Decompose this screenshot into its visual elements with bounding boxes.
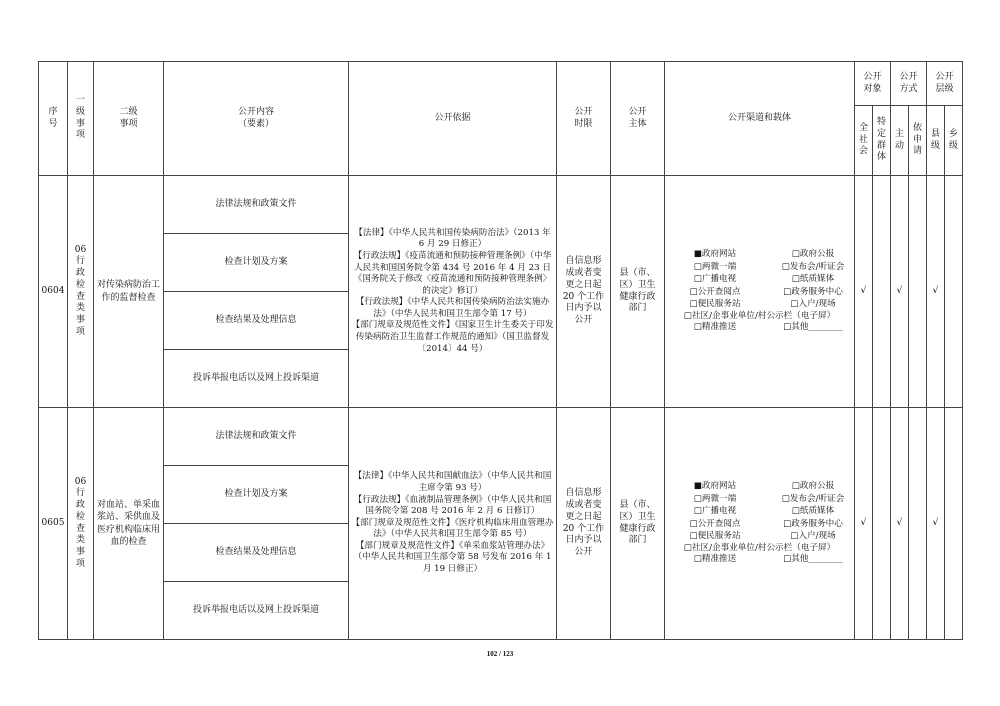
header-content: 公开内容 （要素） [164, 62, 349, 176]
mark-target-specific [873, 176, 891, 408]
channel-item: □入户/现场 [790, 531, 836, 542]
channel-item: □社区/企事业单位/村公示栏（电子屏） [683, 542, 836, 553]
header-method-apply: 依 申 请 [909, 106, 927, 176]
channel-item: □公开查阅点 [689, 286, 741, 297]
basis-item: 【部门规章及规范性文件】《国家卫生计生委关于印发传染病防治卫生监督工作规范的通知》（国卫监督发〔2014〕44 号） [351, 320, 554, 354]
row-seq: 0605 [39, 408, 68, 640]
header-target-all: 全 社 会 [855, 106, 873, 176]
channel-item: □公开查阅点 [689, 518, 741, 529]
channel-item: □其他________ [783, 554, 843, 565]
channel-item: ■政府网站 [693, 248, 737, 259]
channel-item: □发布会/听证会 [781, 493, 845, 504]
basis-item: 【法律】《中华人民共和国献血法》（中华人民共和国主席令第 93 号） [353, 471, 552, 493]
row-subject: 县（市、 区）卫生 健康行政 部门 [611, 176, 665, 408]
header-basis: 公开依据 [349, 62, 557, 176]
channel-item: □便民服务站 [689, 299, 741, 310]
mark-target-all: √ [855, 408, 873, 640]
content-item: 法律法规和政策文件 [164, 408, 349, 466]
channel-item: □政府公报 [791, 480, 835, 491]
basis-item: 【部门规章及规范性文件】《单采血浆站管理办法》（中华人民共和国卫生部令第 58 号发布 2016 年 1 月 19 日修正） [353, 540, 552, 575]
header-channels: 公开渠道和载体 [665, 62, 855, 176]
row-subject: 县（市、 区）卫生 健康行政 部门 [611, 408, 665, 640]
content-item: 法律法规和政策文件 [164, 176, 349, 234]
basis-item: 【行政法规】《中华人民共和国传染病防治法实施办法》（中华人民共和国卫生部令第 17 号） [355, 297, 550, 319]
mark-target-all: √ [855, 176, 873, 408]
channel-item: □便民服务站 [689, 531, 741, 542]
header-target: 公开 对象 [855, 62, 891, 106]
channel-item: □社区/企事业单位/村公示栏（电子屏） [683, 310, 836, 321]
header-level-township: 乡 级 [945, 106, 963, 176]
header-level2: 二级 事项 [94, 62, 164, 176]
header-method-active: 主 动 [891, 106, 909, 176]
content-item: 投诉举报电话以及网上投诉渠道 [164, 350, 349, 408]
channel-item: □广播电视 [693, 274, 737, 285]
mark-method-apply [909, 408, 927, 640]
basis-item: 【行政法规】《血液制品管理条例》（中华人民共和国国务院令第 208 号 2016 年 2 月 6 日修订） [353, 494, 552, 517]
header-target-specific: 特 定 群 体 [873, 106, 891, 176]
page-number: 102 / 123 [486, 650, 514, 658]
mark-level-county: √ [927, 408, 945, 640]
channel-item: □两微一端 [693, 493, 737, 504]
header-method: 公开 方式 [891, 62, 927, 106]
row-basis [349, 408, 557, 640]
mark-target-specific [873, 408, 891, 640]
content-item: 投诉举报电话以及网上投诉渠道 [164, 582, 349, 640]
row-basis [349, 176, 557, 408]
header-level: 公开 层级 [927, 62, 963, 106]
channel-item: □纸质媒体 [791, 506, 835, 517]
content-item: 检查计划及方案 [164, 234, 349, 292]
header-level-county: 县 级 [927, 106, 945, 176]
row-level1: 06 行 政 检 查 类 事 项 [68, 408, 94, 640]
row-channels [665, 176, 855, 408]
channel-item: □纸质媒体 [791, 274, 835, 285]
basis-item: 【法律】《中华人民共和国传染病防治法》（2013 年 6 月 29 日修正） [354, 227, 551, 250]
header-level1: 一 级 事 项 [68, 62, 94, 176]
channel-item: □发布会/听证会 [781, 261, 845, 272]
row-channels [665, 408, 855, 640]
channel-item: ■政府网站 [693, 480, 737, 491]
channel-item: □精准推送 [693, 322, 737, 333]
header-time-limit: 公开 时限 [557, 62, 611, 176]
header-seq: 序 号 [39, 62, 68, 176]
mark-level-township [945, 408, 963, 640]
content-item: 检查结果及处理信息 [164, 524, 349, 582]
mark-level-county: √ [927, 176, 945, 408]
mark-level-township [945, 176, 963, 408]
row-level2: 对血站、单采血浆站、采供血及医疗机构临床用血的检查 [94, 408, 164, 640]
row-level2: 对传染病防治工作的监督检查 [94, 176, 164, 408]
row-level1: 06 行 政 检 查 类 事 项 [68, 176, 94, 408]
channel-item: □精准推送 [693, 554, 737, 565]
mark-method-active: √ [891, 408, 909, 640]
channel-item: □政务服务中心 [783, 286, 843, 297]
channel-item: □政务服务中心 [783, 518, 843, 529]
disclosure-table [38, 61, 963, 640]
basis-item: 【行政法规】《疫苗流通和预防接种管理条例》（中华人民共和国国务院令第 434 号 2016 年 4 月 23 日《国务院关于修改〈疫苗流通和预防接种管理条例〉的决定》修订） [353, 250, 552, 296]
basis-item: 【部门规章及规范性文件】《医疗机构临床用血管理办法》（中华人民共和国卫生部令第 85 号） [351, 517, 554, 540]
header-subject: 公开 主体 [611, 62, 665, 176]
content-item: 检查计划及方案 [164, 466, 349, 524]
row-time-limit: 自信息形 成或者变 更之日起 20 个工作 日内予以 公开 [557, 176, 611, 408]
row-time-limit: 自信息形 成或者变 更之日起 20 个工作 日内予以 公开 [557, 408, 611, 640]
channel-item: □政府公报 [791, 248, 835, 259]
channel-item: □入户/现场 [790, 299, 836, 310]
row-seq: 0604 [39, 176, 68, 408]
channel-item: □两微一端 [693, 261, 737, 272]
channel-item: □其他________ [783, 322, 843, 333]
mark-method-apply [909, 176, 927, 408]
mark-method-active: √ [891, 176, 909, 408]
channel-item: □广播电视 [693, 506, 737, 517]
content-item: 检查结果及处理信息 [164, 292, 349, 350]
